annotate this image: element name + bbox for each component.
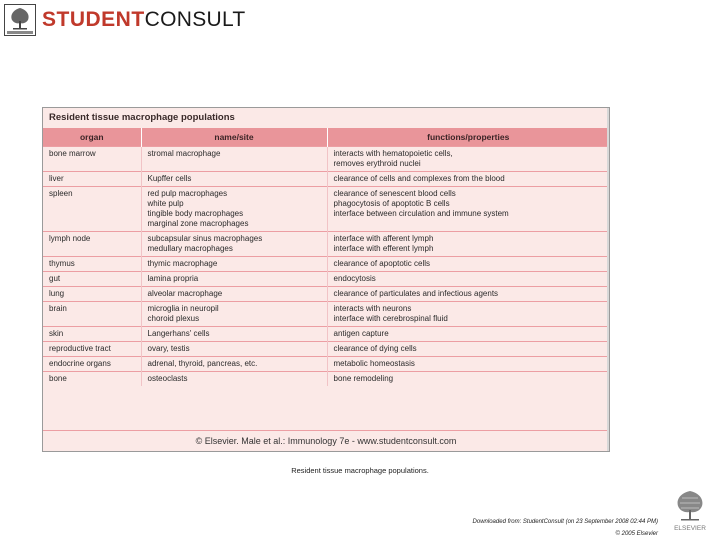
cell-organ: gut [43,272,141,287]
cell-functions [327,272,609,287]
elsevier-tree-logo [4,4,36,36]
cell-organ: bone [43,372,141,387]
name-site-line: medullary macrophages [147,244,233,253]
table-row [43,357,609,372]
cell-functions [327,302,609,327]
cell-name-site [141,342,327,357]
function-line: interface with efferent lymph [333,244,434,253]
function-line: interface with afferent lymph [333,234,434,243]
cell-functions [327,372,609,387]
table-row [43,147,609,172]
function-line: endocytosis [333,274,376,283]
cell-organ: brain [43,302,141,327]
macrophage-figure [42,107,610,452]
cell-functions [327,172,609,187]
cell-organ: bone marrow [43,147,141,172]
cell-organ: skin [43,327,141,342]
cell-name-site [141,327,327,342]
cell-name-site [141,187,327,232]
elsevier-logo [668,488,712,532]
figure-credit: © Elsevier. Male et al.: Immunology 7e - www.studentconsult.com [43,430,609,451]
cell-functions [327,187,609,232]
figure-title: Resident tissue macrophage populations [43,108,609,128]
figure-scroll-edge [607,108,609,451]
table-row [43,302,609,327]
function-line: removes erythroid nuclei [333,159,421,168]
cell-organ: lymph node [43,232,141,257]
function-line: metabolic homeostasis [333,359,415,368]
name-site-line: ovary, testis [147,344,190,353]
name-site-line: stromal macrophage [147,149,221,158]
cell-name-site [141,287,327,302]
cell-functions [327,357,609,372]
name-site-line: adrenal, thyroid, pancreas, etc. [147,359,258,368]
column-header-functions: functions/properties [327,128,609,147]
function-line: bone remodeling [333,374,394,383]
cell-name-site [141,357,327,372]
function-line: clearance of cells and complexes from the blood [333,174,505,183]
figure-caption: Resident tissue macrophage populations. [291,466,429,475]
copyright-notice: © 2005 Elsevier [615,531,658,537]
cell-organ: reproductive tract [43,342,141,357]
cell-functions [327,342,609,357]
name-site-line: choroid plexus [147,314,200,323]
cell-functions [327,327,609,342]
function-line: antigen capture [333,329,389,338]
cell-name-site [141,232,327,257]
function-line: interacts with neurons [333,304,412,313]
table-row [43,172,609,187]
function-line: clearance of dying cells [333,344,417,353]
table-row [43,257,609,272]
brand-student: STUDENT [42,8,145,31]
table-row [43,372,609,387]
name-site-line: Kupffer cells [147,174,192,183]
macrophage-table [43,128,609,386]
function-line: interface with cerebrospinal fluid [333,314,448,323]
cell-name-site [141,272,327,287]
table-row [43,187,609,232]
cell-name-site [141,147,327,172]
function-line: clearance of senescent blood cells [333,189,456,198]
table-header-row [43,128,609,147]
brand-consult: CONSULT [144,8,246,31]
cell-organ: spleen [43,187,141,232]
cell-name-site [141,302,327,327]
cell-name-site [141,257,327,272]
function-line: interacts with hematopoietic cells, [333,149,453,158]
name-site-line: tingible body macrophages [147,209,244,218]
name-site-line: subcapsular sinus macrophages [147,234,263,243]
name-site-line: alveolar macrophage [147,289,223,298]
function-line: clearance of apoptotic cells [333,259,430,268]
table-row [43,272,609,287]
cell-functions [327,257,609,272]
name-site-line: Langerhans' cells [147,329,210,338]
column-header-name-site: name/site [141,128,327,147]
cell-organ: endocrine organs [43,357,141,372]
function-line: phagocytosis of apoptotic B cells [333,199,450,208]
column-header-organ: organ [43,128,141,147]
table-row [43,342,609,357]
cell-organ: lung [43,287,141,302]
name-site-line: red pulp macrophages [147,189,228,198]
name-site-line: thymic macrophage [147,259,218,268]
table-row [43,232,609,257]
name-site-line: marginal zone macrophages [147,219,249,228]
elsevier-logo-text: ELSEVIER [674,525,706,532]
cell-functions [327,232,609,257]
function-line: clearance of particulates and infectious agents [333,289,499,298]
cell-organ: liver [43,172,141,187]
cell-name-site [141,372,327,387]
student-consult-logo[interactable] [42,8,246,36]
function-line: interface between circulation and immune system [333,209,509,218]
table-row [43,327,609,342]
name-site-line: lamina propria [147,274,199,283]
name-site-line: microglia in neuropil [147,304,219,313]
name-site-line: osteoclasts [147,374,188,383]
cell-functions [327,287,609,302]
cell-name-site [141,172,327,187]
download-notice: Downloaded from: StudentConsult (on 23 September 2008 02:44 PM) [472,519,658,525]
name-site-line: white pulp [147,199,184,208]
table-row [43,287,609,302]
cell-organ: thymus [43,257,141,272]
cell-functions [327,147,609,172]
